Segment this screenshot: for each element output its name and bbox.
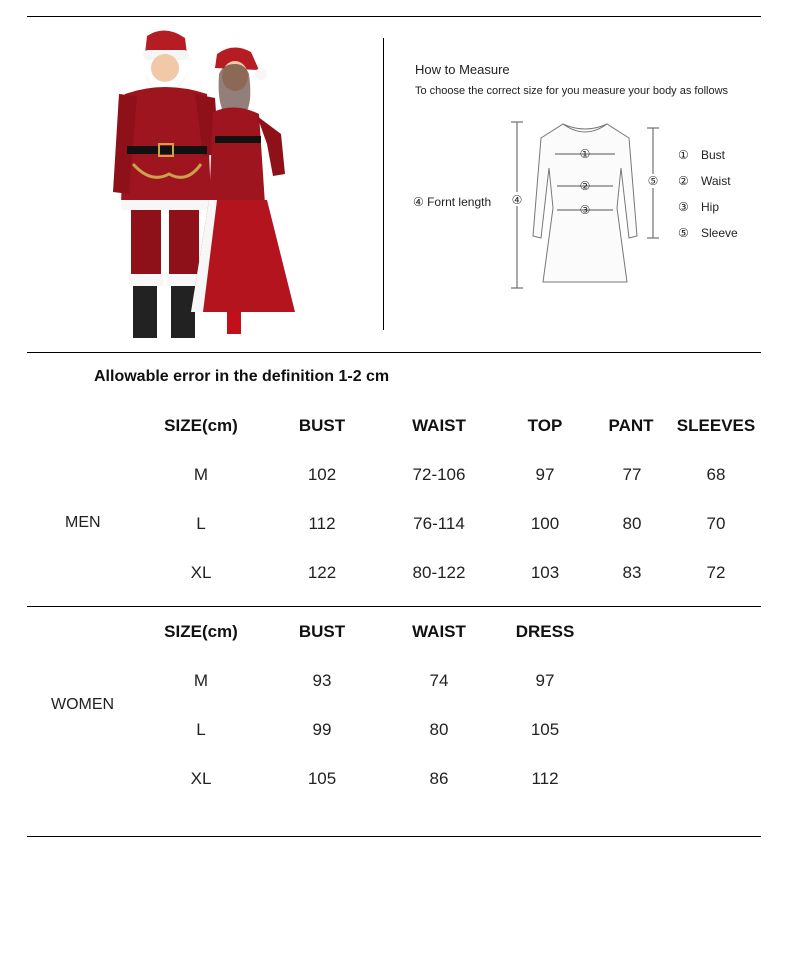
front-length-number: ④: [511, 193, 523, 207]
waist-number: ②: [579, 179, 591, 193]
front-length-label: ④ Fornt length: [413, 195, 492, 209]
men-m-waist: 72-106: [412, 465, 466, 484]
legend-hip: ③ Hip: [678, 200, 720, 214]
vertical-divider: [383, 38, 384, 330]
how-to-measure-subtitle: To choose the correct size for you measure your body as follows: [415, 85, 729, 97]
men-l-size: L: [196, 514, 206, 533]
men-header-sleeves: SLEEVES: [676, 416, 756, 435]
women-l-dress: 105: [530, 720, 560, 739]
men-l-bust: 112: [308, 514, 336, 533]
women-l-size: L: [196, 720, 206, 739]
women-m-waist: 74: [429, 671, 449, 690]
measurement-diagram: [505, 118, 665, 293]
section-divider: [27, 352, 761, 353]
men-xl-waist: 80-122: [412, 563, 466, 582]
men-xl-top: 103: [530, 563, 560, 582]
men-l-top: 100: [530, 514, 560, 533]
women-label: WOMEN: [51, 696, 115, 713]
men-m-bust: 102: [307, 465, 337, 484]
women-header-size: SIZE(cm): [164, 622, 238, 641]
men-m-size: M: [193, 465, 209, 484]
sleeve-number: ⑤: [647, 174, 659, 188]
measurement-legend: [678, 147, 738, 251]
women-xl-size: XL: [190, 769, 212, 788]
women-header-bust: BUST: [298, 622, 346, 641]
legend-bust: ① Bust: [678, 148, 726, 162]
men-l-pant: 80: [622, 514, 642, 533]
men-header-pant: PANT: [608, 416, 654, 435]
women-header-waist: WAIST: [412, 622, 466, 641]
men-l-sleeves: 70: [706, 514, 726, 533]
bottom-divider: [27, 836, 761, 837]
bust-number: ①: [579, 147, 591, 161]
hip-number: ③: [579, 203, 591, 217]
men-m-pant: 77: [622, 465, 642, 484]
women-l-waist: 80: [429, 720, 449, 739]
men-xl-pant: 83: [622, 563, 642, 582]
men-xl-bust: 122: [307, 563, 337, 582]
women-header-dress: DRESS: [515, 622, 575, 641]
women-m-dress: 97: [535, 671, 555, 690]
legend-sleeve: ⑤ Sleeve: [678, 226, 738, 240]
women-xl-waist: 86: [429, 769, 449, 788]
men-header-waist: WAIST: [412, 416, 466, 435]
men-m-sleeves: 68: [706, 465, 726, 484]
men-xl-sleeves: 72: [706, 563, 726, 582]
men-m-top: 97: [535, 465, 555, 484]
how-to-measure-title: How to Measure: [415, 62, 510, 77]
santa-couple-photo: [95, 24, 305, 350]
men-header-top: TOP: [527, 416, 563, 435]
men-header-size: SIZE(cm): [164, 416, 238, 435]
men-label: MEN: [65, 514, 101, 531]
men-l-waist: 76-114: [413, 514, 465, 533]
women-m-size: M: [193, 671, 209, 690]
allowable-error-note: Allowable error in the definition 1-2 cm: [94, 368, 390, 385]
women-xl-bust: 105: [307, 769, 337, 788]
men-women-divider: [27, 606, 761, 607]
women-m-bust: 93: [312, 671, 332, 690]
top-divider: [27, 16, 761, 17]
men-header-bust: BUST: [298, 416, 346, 435]
women-l-bust: 99: [312, 720, 332, 739]
women-xl-dress: 112: [531, 769, 559, 788]
legend-waist: ② Waist: [678, 174, 731, 188]
men-xl-size: XL: [190, 563, 212, 582]
